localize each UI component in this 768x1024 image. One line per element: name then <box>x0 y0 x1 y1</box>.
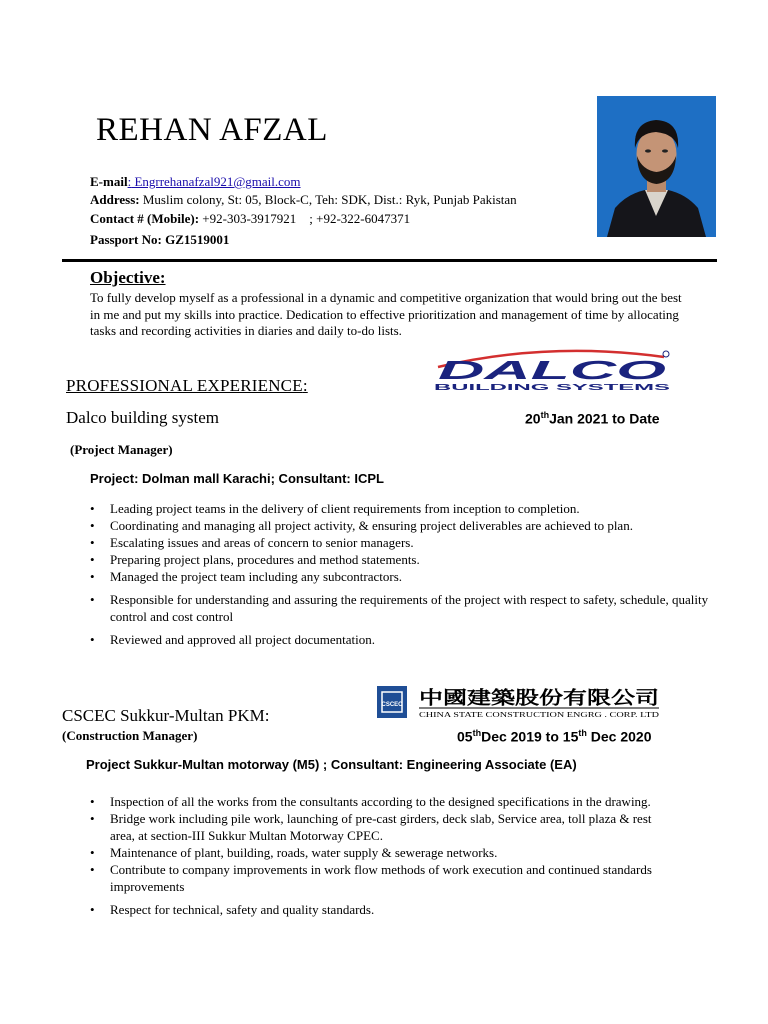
objective-title: Objective: <box>90 268 166 287</box>
list-item: • Bridge work including pile work, launching of pre-cast girders, deck slab, Service area, toll plaza & rest area, at section-III Sukkur Multan Motorway CPEC. <box>86 810 666 844</box>
cscec-date-mid: Dec 2019 to 15 <box>481 728 579 745</box>
experience-title <box>66 376 308 396</box>
candidate-name: REHAN AFZAL <box>96 112 328 148</box>
cscec-date-a: 05 <box>457 728 473 745</box>
dalco-dates <box>525 410 660 427</box>
cscec-date-b-sup: th <box>578 728 587 738</box>
cscec-logo-graphic <box>377 686 661 720</box>
objective-text: To fully develop myself as a professional in a dynamic and competitive organization that would bring out the best in me and put my skills into practice. Dedication to effective prioritization and management of time by allocating tasks and recording activities in diaries and daily to-do lists. <box>90 290 682 338</box>
experience-title-colon: : <box>302 376 308 395</box>
list-item: • Leading project teams in the delivery of client requirements from inception to completion. <box>86 500 726 517</box>
dalco-company: Dalco building system <box>66 408 219 427</box>
list-item: • Coordinating and managing all project activity, & ensuring project deliverables are achieved to plan. <box>86 517 726 534</box>
passport-label: Passport No: GZ1519001 <box>90 232 230 247</box>
list-item: • Inspection of all the works from the consultants according to the designed specifications in the drawing. <box>86 793 666 810</box>
dalco-logo-subtext: BUILDING SYSTEMS <box>434 383 672 392</box>
address-label: Address: <box>90 192 140 207</box>
contact-value: +92-303-3917921 ; +92-322-6047371 <box>199 211 411 226</box>
list-item: • Reviewed and approved all project documentation. <box>86 631 726 648</box>
dalco-date-rest: Jan 2021 to Date <box>549 410 660 427</box>
list-item: • Managed the project team including any subcontractors. <box>86 568 726 585</box>
email-sep: : <box>127 174 132 189</box>
cscec-company: CSCEC Sukkur-Multan PKM: <box>62 706 270 725</box>
list-item: • Maintenance of plant, building, roads, water supply & sewerage networks. <box>86 844 666 861</box>
list-item: • Contribute to company improvements in work flow methods of work execution and continued standards improvements <box>86 861 666 895</box>
contact-line <box>90 210 410 228</box>
list-item: • Preparing project plans, procedures and method statements. <box>86 551 726 568</box>
cscec-date-a-sup: th <box>472 728 482 738</box>
email-label: E-mail <box>90 174 128 189</box>
list-item: • Escalating issues and areas of concern to senior managers. <box>86 534 726 551</box>
list-item: • Respect for technical, safety and quality standards. <box>86 901 666 918</box>
email-link[interactable]: Engrrehanafzal921@gmail.com <box>131 174 301 189</box>
cscec-logo-cn: 中國建築股份有限公司 <box>419 688 599 709</box>
cscec-date-end: Dec 2020 <box>586 728 652 745</box>
cscec-duties <box>86 793 666 918</box>
cscec-logo <box>377 686 661 720</box>
cscec-logo-mark: CSCEC <box>381 702 403 708</box>
person-icon <box>597 96 716 237</box>
cscec-project: Project Sukkur-Multan motorway (M5) ; Consultant: Engineering Associate (EA) <box>86 757 577 772</box>
profile-photo <box>597 96 716 237</box>
address-value: Muslim colony, St: 05, Block-C, Teh: SDK, Dist.: Ryk, Punjab Pakistan <box>139 192 517 207</box>
dalco-date-sup: th <box>540 410 550 420</box>
dalco-role: (Project Manager) <box>70 442 173 457</box>
header-divider <box>62 259 717 262</box>
list-item: • Responsible for understanding and assuring the requirements of the project with respect to safety, schedule, quality control and cost control <box>86 591 710 625</box>
email-line <box>90 173 301 191</box>
dalco-project: Project: Dolman mall Karachi; Consultant: ICPL <box>90 471 384 486</box>
cscec-logo-en: CHINA STATE CONSTRUCTION ENGRG . CORP. LTD <box>419 711 659 719</box>
cscec-role: (Construction Manager) <box>62 728 198 743</box>
dalco-date-day: 20 <box>525 410 541 427</box>
dalco-duties <box>86 500 726 648</box>
dalco-logo-graphic <box>428 347 676 393</box>
experience-title-text: PROFESSIONAL EXPERIENCE <box>66 376 303 395</box>
passport-line <box>90 231 229 249</box>
dalco-logo-text: DALCO <box>438 355 666 385</box>
cscec-dates <box>457 728 651 745</box>
contact-label: Contact # (Mobile): <box>90 211 200 226</box>
address-line <box>90 191 517 209</box>
dalco-logo <box>428 347 676 393</box>
